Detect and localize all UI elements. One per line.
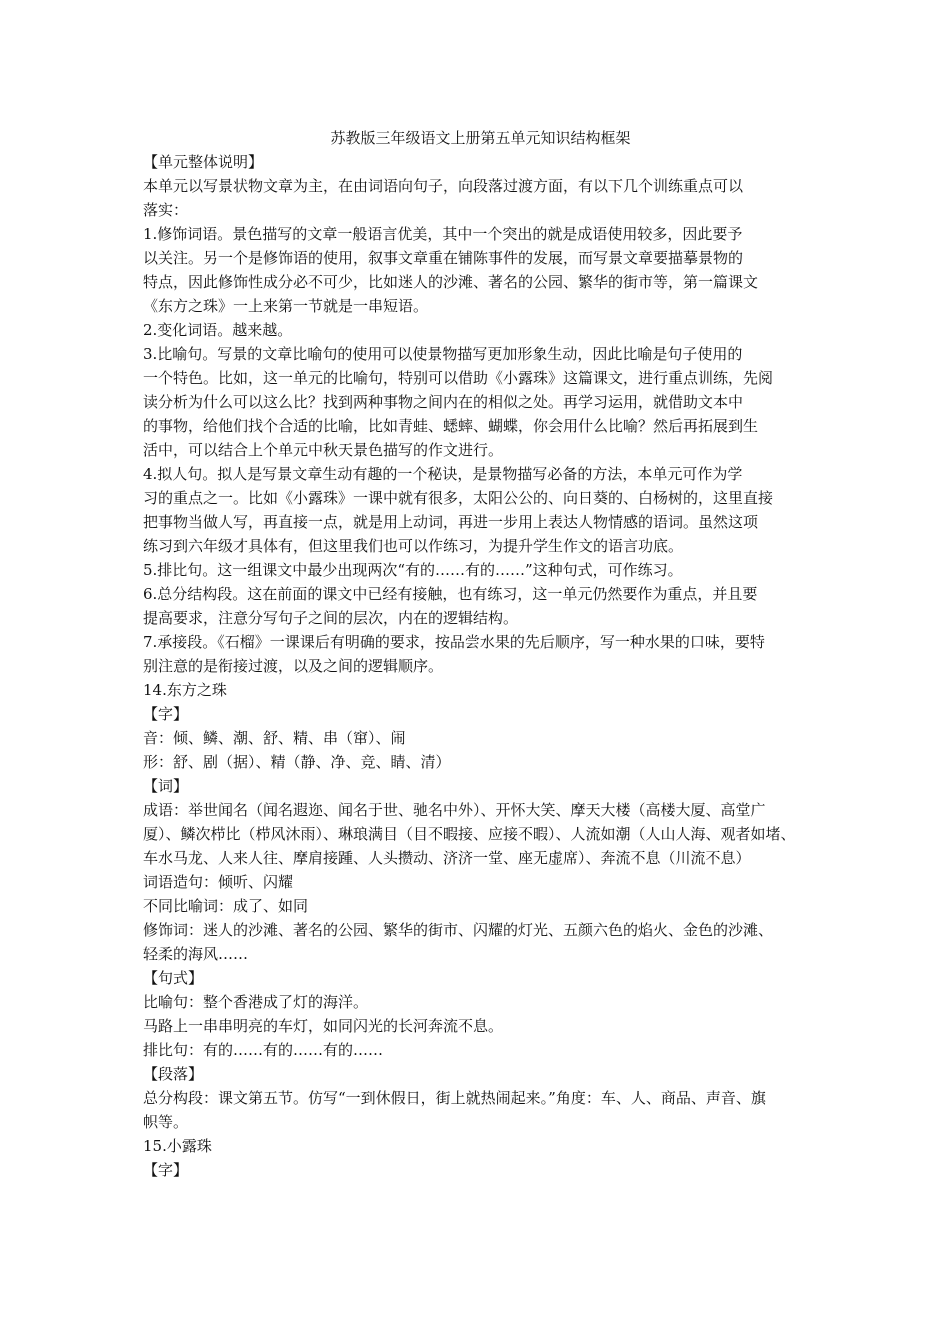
text-line: 7.承接段。《石榴》一课课后有明确的要求，按品尝水果的先后顺序，写一种水果的口味，要特 [143,633,765,651]
document-title: 苏教版三年级语文上册第五单元知识结构框架 [330,129,631,147]
text-line: 14.东方之珠 [143,681,227,699]
text-line: 【段落】 [143,1065,204,1083]
text-line: 成语：举世闻名（闻名遐迩、闻名于世、驰名中外）、开怀大笑、摩天大楼（高楼大厦、高堂广 [143,801,766,819]
text-line: 别注意的是衔接过渡，以及之间的逻辑顺序。 [143,657,444,675]
text-line: 不同比喻词：成了、如同 [143,897,309,915]
text-line: 【单元整体说明】 [143,153,264,171]
text-line: 【字】 [143,1161,189,1179]
text-line: 厦）、鳞次栉比（栉风沐雨）、琳琅满目（目不暇接、应接不暇）、人流如潮（人山人海、观者如堵、 [143,825,796,843]
text-line: 形：舒、剧（据）、精（静、净、竞、睛、清） [143,753,451,771]
text-line: 2.变化词语。越来越。 [143,321,293,339]
text-line: 读分析为什么可以这么比？找到两种事物之间内在的相似之处。再学习运用，就借助文本中 [143,393,744,411]
text-line: 提高要求，注意分写句子之间的层次，内在的逻辑结构。 [143,609,519,627]
text-line: 落实： [143,201,189,219]
text-line: 轻柔的海风…… [143,945,249,963]
text-line: 帜等。 [143,1113,189,1131]
text-line: 马路上一串串明亮的车灯，如同闪光的长河奔流不息。 [143,1017,504,1035]
text-line: 本单元以写景状物文章为主，在由词语向句子，向段落过渡方面，有以下几个训练重点可以 [143,177,744,195]
text-line: 音：倾、鳞、潮、舒、精、串（窜）、闹 [143,729,406,747]
text-line: 排比句：有的……有的……有的…… [143,1041,384,1059]
text-line: 习的重点之一。比如《小露珠》一课中就有很多，太阳公公的、向日葵的、白杨树的，这里直接 [143,489,774,507]
text-line: 3.比喻句。写景的文章比喻句的使用可以使景物描写更加形象生动，因此比喻是句子使用的 [143,345,743,363]
text-line: 【词】 [143,777,189,795]
text-line: 6.总分结构段。这在前面的课文中已经有接触，也有练习，这一单元仍然要作为重点，并且要 [143,585,758,603]
text-line: 4.拟人句。拟人是写景文章生动有趣的一个秘诀，是景物描写必备的方法，本单元可作为学 [143,465,743,483]
text-line: 练习到六年级才具体有，但这里我们也可以作练习，为提升学生作文的语言功底。 [143,537,684,555]
text-line: 把事物当做人写，再直接一点，就是用上动词，再进一步用上表达人物情感的语词。虽然这项 [143,513,759,531]
text-line: 1.修饰词语。景色描写的文章一般语言优美，其中一个突出的就是成语使用较多，因此要予 [143,225,743,243]
text-line: 的事物，给他们找个合适的比喻，比如青蛙、蟋蟀、蝴蝶，你会用什么比喻？然后再拓展到生 [143,417,759,435]
text-line: 比喻句：整个香港成了灯的海洋。 [143,993,369,1011]
document-body [143,126,818,1182]
text-line: 词语造句：倾听、闪耀 [143,873,294,891]
text-line: 修饰词：迷人的沙滩、著名的公园、繁华的街市、闪耀的灯光、五颜六色的焰火、金色的沙滩、 [143,921,774,939]
text-line: 特点，因此修饰性成分必不可少，比如迷人的沙滩、著名的公园、繁华的街市等，第一篇课文 [143,273,759,291]
text-line: 【字】 [143,705,189,723]
text-line: 以关注。另一个是修饰语的使用，叙事文章重在铺陈事件的发展，而写景文章要描摹景物的 [143,249,744,267]
text-line: 一个特色。比如，这一单元的比喻句，特别可以借助《小露珠》这篇课文，进行重点训练，先阅 [143,369,774,387]
text-line: 总分构段：课文第五节。仿写“一到休假日，街上就热闹起来。”角度：车、人、商品、声音、旗 [143,1089,766,1107]
text-line: 15.小露珠 [143,1137,212,1155]
text-line: 车水马龙、人来人往、摩肩接踵、人头攒动、济济一堂、座无虚席）、奔流不息（川流不息） [143,849,751,867]
text-line: 5.排比句。这一组课文中最少出现两次“有的……有的……”这种句式，可作练习。 [143,561,683,579]
text-line: 《东方之珠》一上来第一节就是一串短语。 [143,297,429,315]
text-line: 活中，可以结合上个单元中秋天景色描写的作文进行。 [143,441,504,459]
text-line: 【句式】 [143,969,204,987]
